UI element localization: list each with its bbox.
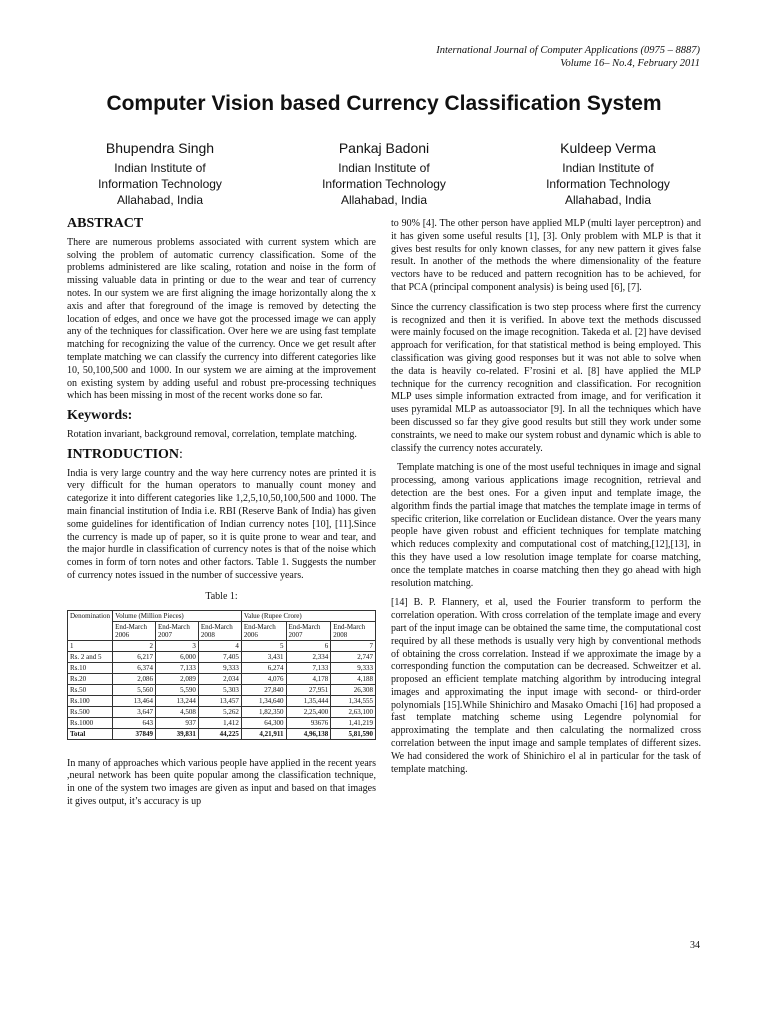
table-cell: 5,303 (198, 684, 241, 695)
table-cell: 3,647 (113, 706, 156, 717)
journal-header (436, 44, 700, 70)
aff-line: Allahabad, India (116, 193, 204, 207)
table-period-cell: End-March 2008 (331, 621, 376, 640)
table-row (68, 651, 376, 662)
table-caption: Table 1: (205, 590, 238, 602)
table-cell: 3 (155, 640, 198, 651)
table-period-cell: End-March 2007 (155, 621, 198, 640)
table-cell: 37849 (113, 728, 156, 739)
aff-line: Indian Institute of (114, 161, 206, 175)
table-cell: 5,590 (155, 684, 198, 695)
table-cell: 5 (241, 640, 286, 651)
body-paragraph: [14] B. P. Flannery, et al, used the Fourier transform to perform the correlation operation. With cross correlation of the template image and every part of the input image can be obtained the same time, the computational cost required by all these methods is usually very high by conventional methods of obtaining the cross correlation. Instead if we approximate the image by a corresponding function the computation can be decreased. Schweitzer et al. proposed an efficient template matching algorithm by introducing integral images and approximating the input image with second- or third-order polynomials [15].While Shinichiro and Masako Omachi [16] had proposed a fast template matching scheme using Legendre polynomial for approximating the template and then calculating the normalized cross correlation between the input image and sample templates of different sizes. We had considered the work of Shinichiro el al in particular for the task of template matching. (391, 597, 701, 775)
table-row (68, 717, 376, 728)
table-header-row (68, 610, 376, 621)
author-affiliation (284, 160, 484, 208)
table-cell: 2,25,400 (286, 706, 331, 717)
table-cell: Rs.20 (68, 673, 113, 684)
table-cell: 6 (286, 640, 331, 651)
author-name: Bhupendra Singh (105, 140, 215, 156)
intro-heading-colon: : (179, 446, 183, 462)
table-total-row (68, 728, 376, 739)
paper-title: Computer Vision based Currency Classification System (106, 92, 662, 115)
table-cell: 1,34,640 (241, 695, 286, 706)
table-cell: Total (68, 728, 113, 739)
intro-heading-text: INTRODUCTION (67, 446, 180, 462)
table-period-cell: End-March 2008 (198, 621, 241, 640)
table-cell: Rs.50 (68, 684, 113, 695)
author-name: Pankaj Badoni (338, 140, 430, 156)
table-cell: 4,21,911 (241, 728, 286, 739)
table-cell: 2,089 (155, 673, 198, 684)
table-period-cell: End-March 2006 (113, 621, 156, 640)
table-cell: 26,308 (331, 684, 376, 695)
table-cell: 2,334 (286, 651, 331, 662)
aff-line: Allahabad, India (340, 193, 428, 207)
table-period-cell: End-March 2006 (241, 621, 286, 640)
table-cell: 6,000 (155, 651, 198, 662)
table-cell: 64,300 (241, 717, 286, 728)
intro-heading (67, 446, 376, 462)
table-row (68, 662, 376, 673)
journal-volume: Volume 16– No.4, February 2011 (560, 58, 700, 69)
table-cell: 1 (68, 640, 113, 651)
table-cell: 1,41,219 (331, 717, 376, 728)
table-header-cell: Denomination (68, 610, 113, 640)
table-cell: 4,508 (155, 706, 198, 717)
left-column (67, 218, 376, 816)
table-cell: 13,457 (198, 695, 241, 706)
table-cell: 4,188 (331, 673, 376, 684)
table-cell: Rs.10 (68, 662, 113, 673)
table-cell: 4,178 (286, 673, 331, 684)
table-cell: 5,560 (113, 684, 156, 695)
table-cell: 2 (113, 640, 156, 651)
table-cell: 44,225 (198, 728, 241, 739)
table-cell: Rs.500 (68, 706, 113, 717)
aff-line: Indian Institute of (338, 161, 430, 175)
table-cell: 13,464 (113, 695, 156, 706)
body-paragraph: Since the currency classification is two step process where first the currency is recognized and then it is verified. In above text the methods discussed were mainly focused on the image recognition. Takeda et al. [2] have devised approach for verification, for that statistical method is being employed. This classification was giving good responses but it was not able to solve when the data is heavily co-related. F’rosini et al. [8] have applied the MLP technique for the currency recognition and classification. For recognition MLP uses simple information extracted from image, and for verification it uses pyramidal MLP as autoassociator [9]. In all the techniques which have been discussed so far they give good results but still they work under some constraints, we need to make our system robust and dynamic which is able to classify the currency notes accurately. (391, 301, 701, 454)
table-cell: 6,374 (113, 662, 156, 673)
table-cell: 643 (113, 717, 156, 728)
table-row (68, 673, 376, 684)
table-header-cell: Value (Rupee Crore) (241, 610, 375, 621)
table-cell: 7,133 (286, 662, 331, 673)
table-cell: 6,217 (113, 651, 156, 662)
author (284, 140, 484, 208)
table-cell: 7 (331, 640, 376, 651)
table-row (68, 684, 376, 695)
table-cell: 13,244 (155, 695, 198, 706)
table-cell: 1,412 (198, 717, 241, 728)
table-cell: Rs.1000 (68, 717, 113, 728)
table-cell: 9,333 (331, 662, 376, 673)
table-cell: 6,274 (241, 662, 286, 673)
table-row (68, 706, 376, 717)
table-cell: 3,431 (241, 651, 286, 662)
aff-line: Allahabad, India (564, 193, 652, 207)
aff-line: Information Technology (546, 177, 670, 191)
table-cell: 1,34,555 (331, 695, 376, 706)
body-paragraph: to 90% [4]. The other person have applied MLP (multi layer perceptron) and it has given some useful results [1], [3]. Only problem with MLP is that it gives best results for only known classes, for any new pattern it gives false result. In another of the methods the where dimensionality of the feature vectors have to be reduced and pattern recognition has to be achieved, for that PCA (principal component analysis) is being used [6], [7]. (391, 218, 701, 293)
table-cell: Rs.100 (68, 695, 113, 706)
right-column (391, 218, 701, 783)
table-cell: 937 (155, 717, 198, 728)
table-colnum-row (68, 640, 376, 651)
journal-name: International Journal of Computer Applications (0975 – 8887) (436, 45, 700, 56)
table-period-row (68, 621, 376, 640)
table-cell: 2,034 (198, 673, 241, 684)
table-cell: Rs. 2 and 5 (68, 651, 113, 662)
author (60, 140, 260, 208)
table-cell: 9,333 (198, 662, 241, 673)
table-cell: 4,076 (241, 673, 286, 684)
table-cell: 1,82,350 (241, 706, 286, 717)
table-row (68, 695, 376, 706)
table-cell: 27,840 (241, 684, 286, 695)
intro-paragraph: India is very large country and the way here currency notes are printed it is very difficult for the human operators to manually count money and categorize it into different categories like 1,2,5,10,50,100,500 and 1000. The main financial institution of India i.e. RBI (Reserve Bank of India) has given some guidelines for identification of Indian currency notes [10], [11].Since the currency is made up of paper, so it is quite prone to wear and tear, and the major hurdle in classification of currency notes is that of the noise which comes in form of torn notes and other factors. Table 1. Suggests the number of currency notes issued in the number of successive years. (67, 467, 376, 581)
table-cell: 1,35,444 (286, 695, 331, 706)
table-cell: 2,63,100 (331, 706, 376, 717)
table-header-cell: Volume (Million Pieces) (113, 610, 242, 621)
table-cell: 2,086 (113, 673, 156, 684)
body-paragraph: Template matching is one of the most useful techniques in image and signal processing, among various applications image recognition, retrieval and detection are the best ones. For a given input and template image, the algorithm finds the partial image that matches the template image in terms of specific criterion, like correlation or Euclidean distance. Over the years many people have given robust and efficient techniques for template matching which reduces complexity and computational cost of matching,[12],[13], in this they have used a low resolution image template for coarse matching, once the template matches in coarse matching then they go ahead with high resolution matching. (391, 462, 701, 589)
table-cell: 5,262 (198, 706, 241, 717)
table-cell: 27,951 (286, 684, 331, 695)
table-cell: 5,81,590 (331, 728, 376, 739)
table-cell: 4,96,138 (286, 728, 331, 739)
table-cell: 7,133 (155, 662, 198, 673)
aff-line: Information Technology (322, 177, 446, 191)
table-cell: 7,405 (198, 651, 241, 662)
table-cell: 2,747 (331, 651, 376, 662)
author-affiliation (508, 160, 708, 208)
keywords-text: Rotation invariant, background removal, correlation, template matching. (67, 428, 357, 440)
intro-paragraph: In many of approaches which various people have applied in the recent years ,neural network has been quite popular among the classification technique, in one of the system two images are given as input and based on that images it gives output, it’s accuracy is up (67, 757, 376, 807)
author-affiliation (60, 160, 260, 208)
author-name: Kuldeep Verma (560, 140, 656, 156)
table-cell: 4 (198, 640, 241, 651)
page-number: 34 (690, 940, 700, 951)
author (508, 140, 708, 208)
table-period-cell: End-March 2007 (286, 621, 331, 640)
authors (60, 140, 708, 208)
aff-line: Indian Institute of (562, 161, 654, 175)
aff-line: Information Technology (98, 177, 222, 191)
keywords-heading: Keywords: (67, 408, 133, 424)
currency-table (67, 610, 376, 740)
table-cell: 93676 (286, 717, 331, 728)
abstract-heading: ABSTRACT (67, 216, 144, 231)
table-cell: 39,831 (155, 728, 198, 739)
abstract-text: There are numerous problems associated with current system which are solving the problem of automatic currency classification. Some of the problems administered are like scaling, rotation and noise in the form of missing valuable data in printing or due to the wear and tear of currency notes. In our system we are first aligning the image horizontally along the x axis and after that foreground of the image is removed by detecting the location of edges, and once we have got the processed image we can apply any of the techniques for classification. Over here we are using fast template matching for recognizing the value of the currency. Once we get result after template matching we can classify the currency into different categories like 10, 50,100,500 and 1000. In our system we are aiming at the improvement on existing system by adding useful and robust pre-processing techniques which has been missing in most of the recent works done so far. (67, 236, 376, 402)
